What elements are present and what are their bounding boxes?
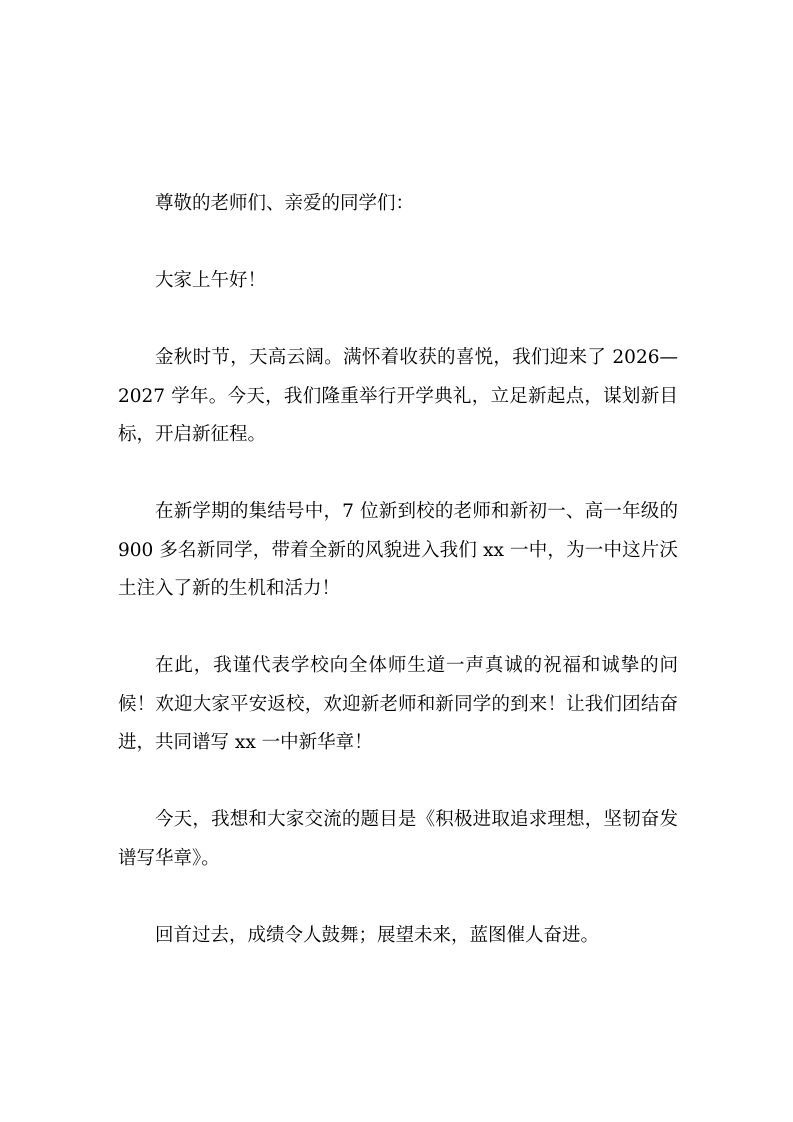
paragraph-gap	[118, 878, 678, 917]
paragraph-new-members: 在新学期的集结号中，7 位新到校的老师和新初一、高一年级的 900 多名新同学，带着全新的风貌进入我们 xx 一中，为一中这片沃土注入了新的生机和活力！	[118, 501, 678, 599]
paragraph-new-year: 金秋时节，天高云阔。满怀着收获的喜悦，我们迎来了 2026—2027 学年。今天，我们隆重举行开学典礼，立足新起点，谋划新目标，开启新征程。	[118, 347, 678, 445]
document-body	[118, 185, 678, 955]
paragraph-welcome: 在此，我谨代表学校向全体师生道一声真诚的祝福和诚挚的问候！欢迎大家平安返校，欢迎新老师和新同学的到来！让我们团结奋进，共同谱写 xx 一中新华章！	[118, 655, 678, 753]
salutation: 尊敬的老师们、亲爱的同学们：	[155, 193, 415, 214]
paragraph-gap	[118, 609, 678, 648]
paragraph-gap	[118, 763, 678, 802]
greeting: 大家上午好！	[155, 270, 267, 291]
paragraph-outlook: 回首过去，成绩令人鼓舞；展望未来，蓝图催人奋进。	[155, 924, 600, 946]
paragraph-topic: 今天，我想和大家交流的题目是《积极进取追求理想，坚韧奋发谱写华章》。	[118, 809, 678, 869]
paragraph-gap	[118, 455, 678, 494]
paragraph-gap	[118, 301, 678, 340]
paragraph-gap	[118, 224, 678, 263]
